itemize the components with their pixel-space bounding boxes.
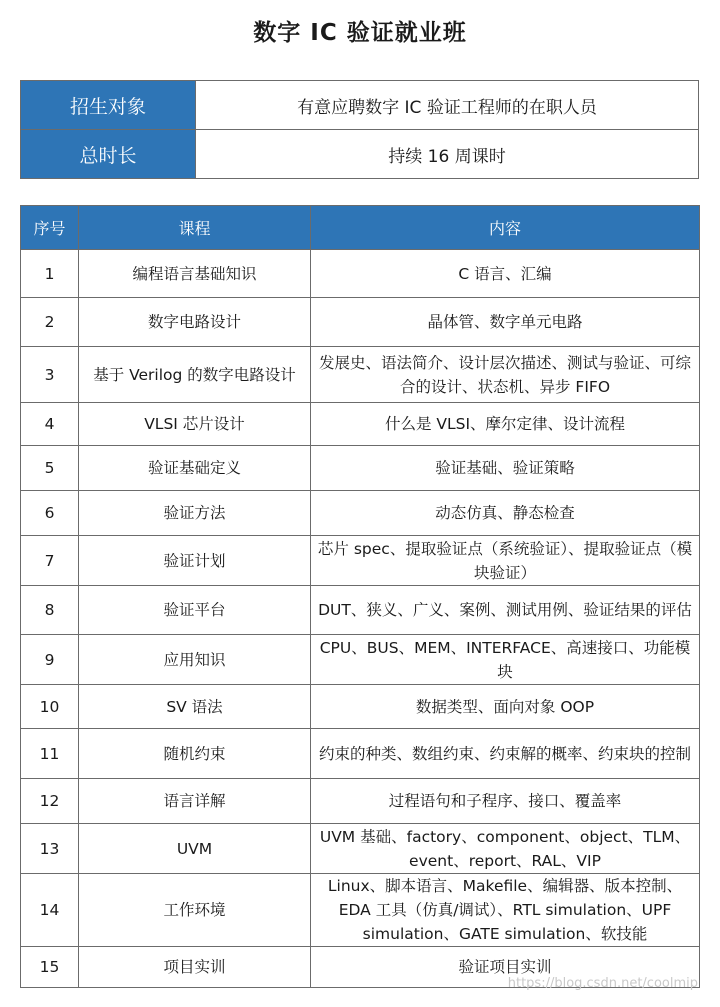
cell-no: 7 (21, 536, 79, 586)
cell-course: 语言详解 (79, 779, 311, 824)
cell-course: 项目实训 (79, 947, 311, 988)
cell-content: 动态仿真、静态检查 (311, 491, 700, 536)
table-row (21, 586, 700, 635)
table-row (21, 446, 700, 491)
cell-no: 13 (21, 824, 79, 874)
cell-course: 工作环境 (79, 874, 311, 947)
cell-content: 验证项目实训 (311, 947, 700, 988)
cell-course: 编程语言基础知识 (79, 250, 311, 298)
cell-course: 验证计划 (79, 536, 311, 586)
cell-course: 基于 Verilog 的数字电路设计 (79, 347, 311, 403)
cell-no: 9 (21, 635, 79, 685)
cell-no: 15 (21, 947, 79, 988)
header-no: 序号 (21, 206, 79, 250)
cell-content: DUT、狭义、广义、案例、测试用例、验证结果的评估 (311, 586, 700, 635)
cell-no: 11 (21, 729, 79, 779)
table-row (21, 250, 700, 298)
cell-no: 12 (21, 779, 79, 824)
cell-no: 5 (21, 446, 79, 491)
table-row (21, 685, 700, 729)
info-value: 持续 16 周课时 (196, 130, 699, 179)
cell-content: CPU、BUS、MEM、INTERFACE、高速接口、功能模块 (311, 635, 700, 685)
cell-no: 10 (21, 685, 79, 729)
cell-content: 晶体管、数字单元电路 (311, 298, 700, 347)
cell-course: 数字电路设计 (79, 298, 311, 347)
cell-content: 过程语句和子程序、接口、覆盖率 (311, 779, 700, 824)
header-content: 内容 (311, 206, 700, 250)
cell-content: 验证基础、验证策略 (311, 446, 700, 491)
info-label: 总时长 (21, 130, 196, 179)
info-row (21, 81, 699, 130)
page-title: 数字 IC 验证就业班 (253, 20, 467, 46)
info-table (20, 80, 699, 179)
cell-no: 3 (21, 347, 79, 403)
cell-content: 发展史、语法简介、设计层次描述、测试与验证、可综合的设计、状态机、异步 FIFO (311, 347, 700, 403)
cell-content: UVM 基础、factory、component、object、TLM、event、report、RAL、VIP (311, 824, 700, 874)
cell-content: 芯片 spec、提取验证点（系统验证）、提取验证点（模块验证） (311, 536, 700, 586)
cell-course: 验证基础定义 (79, 446, 311, 491)
cell-no: 6 (21, 491, 79, 536)
table-row (21, 536, 700, 586)
cell-content: 数据类型、面向对象 OOP (311, 685, 700, 729)
cell-no: 2 (21, 298, 79, 347)
header-course: 课程 (79, 206, 311, 250)
cell-course: 验证平台 (79, 586, 311, 635)
cell-course: VLSI 芯片设计 (79, 403, 311, 446)
table-row (21, 298, 700, 347)
info-value: 有意应聘数字 IC 验证工程师的在职人员 (196, 81, 699, 130)
info-row (21, 130, 699, 179)
watermark: https://blog.csdn.net/coolmip (507, 976, 698, 991)
cell-no: 8 (21, 586, 79, 635)
table-row (21, 403, 700, 446)
table-header-row (21, 206, 700, 250)
table-body (21, 250, 700, 988)
cell-content: C 语言、汇编 (311, 250, 700, 298)
cell-no: 14 (21, 874, 79, 947)
cell-content: 什么是 VLSI、摩尔定律、设计流程 (311, 403, 700, 446)
cell-content: Linux、脚本语言、Makefile、编辑器、版本控制、EDA 工具（仿真/调试）、RTL simulation、UPF simulation、GATE simulation、软技能 (311, 874, 700, 947)
table-row (21, 729, 700, 779)
cell-course: 随机约束 (79, 729, 311, 779)
cell-course: UVM (79, 824, 311, 874)
table-row (21, 874, 700, 947)
table-row (21, 824, 700, 874)
cell-no: 1 (21, 250, 79, 298)
course-table (20, 205, 700, 988)
cell-content: 约束的种类、数组约束、约束解的概率、约束块的控制 (311, 729, 700, 779)
info-label: 招生对象 (21, 81, 196, 130)
cell-course: SV 语法 (79, 685, 311, 729)
table-row (21, 635, 700, 685)
table-row (21, 347, 700, 403)
cell-no: 4 (21, 403, 79, 446)
cell-course: 应用知识 (79, 635, 311, 685)
table-row (21, 779, 700, 824)
table-row (21, 491, 700, 536)
cell-course: 验证方法 (79, 491, 311, 536)
